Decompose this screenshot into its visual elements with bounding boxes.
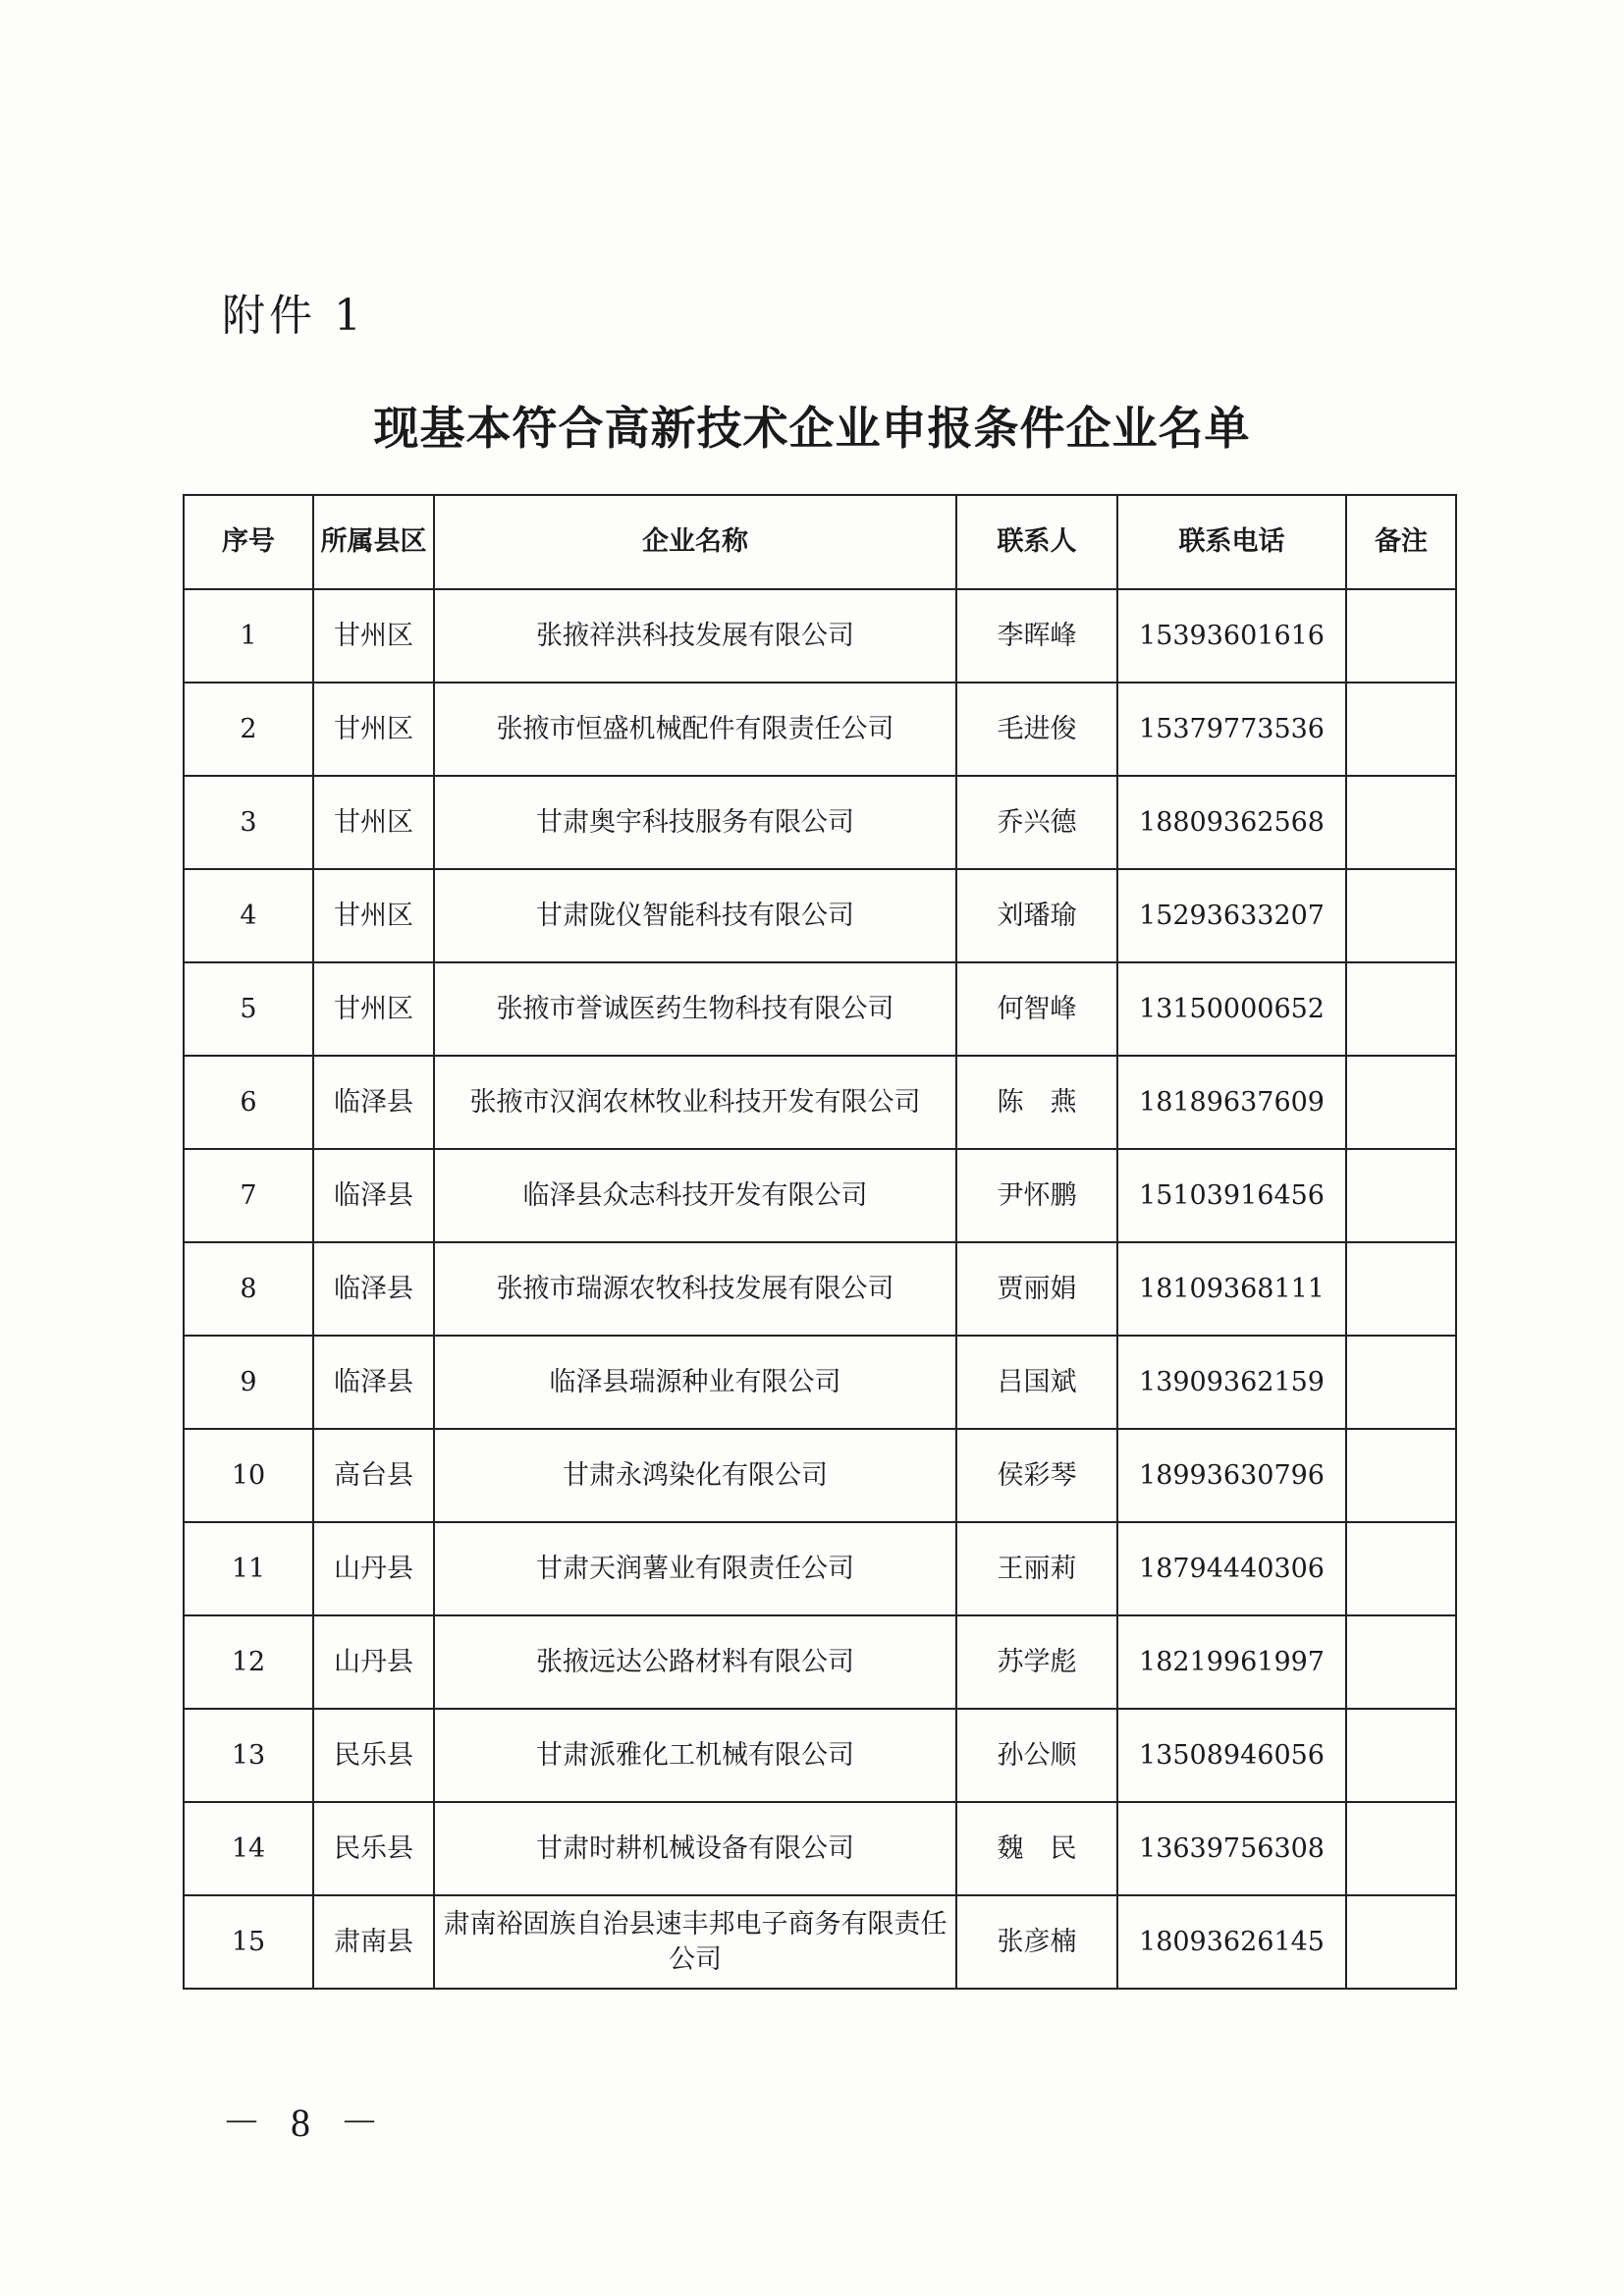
cell-serial: 14 (184, 1802, 313, 1895)
cell-contact: 张彦楠 (956, 1895, 1117, 1989)
cell-contact: 陈 燕 (956, 1056, 1117, 1149)
cell-company: 临泽县瑞源种业有限公司 (434, 1336, 956, 1429)
cell-serial: 7 (184, 1149, 313, 1242)
cell-phone: 18093626145 (1117, 1895, 1346, 1989)
cell-contact: 乔兴德 (956, 776, 1117, 869)
cell-company: 甘肃永鸿染化有限公司 (434, 1429, 956, 1522)
cell-contact: 苏学彪 (956, 1615, 1117, 1709)
cell-district: 肃南县 (313, 1895, 434, 1989)
cell-company: 甘肃陇仪智能科技有限公司 (434, 869, 956, 962)
cell-contact: 贾丽娟 (956, 1242, 1117, 1336)
cell-note (1346, 1242, 1456, 1336)
cell-serial: 10 (184, 1429, 313, 1522)
cell-contact: 何智峰 (956, 962, 1117, 1056)
cell-district: 甘州区 (313, 683, 434, 776)
cell-contact: 尹怀鹏 (956, 1149, 1117, 1242)
cell-phone: 18809362568 (1117, 776, 1346, 869)
cell-note (1346, 1149, 1456, 1242)
cell-company: 张掖远达公路材料有限公司 (434, 1615, 956, 1709)
cell-contact: 李晖峰 (956, 589, 1117, 683)
cell-phone: 15393601616 (1117, 589, 1346, 683)
table-row (184, 589, 1456, 683)
cell-district: 临泽县 (313, 1242, 434, 1336)
cell-contact: 侯彩琴 (956, 1429, 1117, 1522)
cell-phone: 18993630796 (1117, 1429, 1346, 1522)
cell-phone: 13639756308 (1117, 1802, 1346, 1895)
cell-company: 张掖市瑞源农牧科技发展有限公司 (434, 1242, 956, 1336)
cell-phone: 13909362159 (1117, 1336, 1346, 1429)
cell-note (1346, 1895, 1456, 1989)
header-note: 备注 (1346, 495, 1456, 589)
cell-note (1346, 1709, 1456, 1802)
cell-company: 张掖祥洪科技发展有限公司 (434, 589, 956, 683)
header-company: 企业名称 (434, 495, 956, 589)
cell-company: 甘肃派雅化工机械有限公司 (434, 1709, 956, 1802)
cell-phone: 18219961997 (1117, 1615, 1346, 1709)
cell-phone: 15103916456 (1117, 1149, 1346, 1242)
page-title: 现基本符合高新技术企业申报条件企业名单 (373, 402, 1251, 455)
cell-district: 临泽县 (313, 1056, 434, 1149)
table-row (184, 1615, 1456, 1709)
cell-note (1346, 683, 1456, 776)
cell-serial: 13 (184, 1709, 313, 1802)
cell-company: 临泽县众志科技开发有限公司 (434, 1149, 956, 1242)
cell-note (1346, 1802, 1456, 1895)
cell-serial: 2 (184, 683, 313, 776)
cell-district: 甘州区 (313, 869, 434, 962)
cell-company: 张掖市汉润农林牧业科技开发有限公司 (434, 1056, 956, 1149)
enterprise-table (183, 494, 1457, 1990)
table-row (184, 1802, 1456, 1895)
cell-contact: 刘璠瑜 (956, 869, 1117, 962)
cell-district: 甘州区 (313, 962, 434, 1056)
cell-note (1346, 589, 1456, 683)
table-row (184, 1429, 1456, 1522)
table-row (184, 1056, 1456, 1149)
cell-serial: 12 (184, 1615, 313, 1709)
cell-phone: 18189637609 (1117, 1056, 1346, 1149)
table-row (184, 776, 1456, 869)
table-row (184, 869, 1456, 962)
cell-serial: 9 (184, 1336, 313, 1429)
table-row (184, 962, 1456, 1056)
cell-serial: 8 (184, 1242, 313, 1336)
cell-phone: 15293633207 (1117, 869, 1346, 962)
cell-company: 甘肃时耕机械设备有限公司 (434, 1802, 956, 1895)
cell-serial: 4 (184, 869, 313, 962)
table-row (184, 1522, 1456, 1615)
cell-serial: 6 (184, 1056, 313, 1149)
cell-contact: 孙公顺 (956, 1709, 1117, 1802)
table-row (184, 1149, 1456, 1242)
header-phone: 联系电话 (1117, 495, 1346, 589)
cell-contact: 毛进俊 (956, 683, 1117, 776)
cell-serial: 15 (184, 1895, 313, 1989)
table-row (184, 1242, 1456, 1336)
cell-serial: 5 (184, 962, 313, 1056)
cell-serial: 1 (184, 589, 313, 683)
cell-note (1346, 1336, 1456, 1429)
header-serial: 序号 (184, 495, 313, 589)
cell-district: 临泽县 (313, 1149, 434, 1242)
cell-note (1346, 869, 1456, 962)
table-row (184, 1709, 1456, 1802)
cell-note (1346, 1429, 1456, 1522)
cell-note (1346, 1615, 1456, 1709)
cell-district: 临泽县 (313, 1336, 434, 1429)
cell-company: 肃南裕固族自治县速丰邦电子商务有限责任公司 (434, 1895, 956, 1989)
cell-district: 民乐县 (313, 1802, 434, 1895)
cell-company: 甘肃奥宇科技服务有限公司 (434, 776, 956, 869)
attachment-label: 附件 1 (222, 291, 365, 341)
table-header-row (184, 495, 1456, 589)
cell-note (1346, 962, 1456, 1056)
cell-note (1346, 1522, 1456, 1615)
cell-company: 张掖市誉诚医药生物科技有限公司 (434, 962, 956, 1056)
cell-district: 甘州区 (313, 589, 434, 683)
table-row (184, 1336, 1456, 1429)
cell-district: 山丹县 (313, 1615, 434, 1709)
cell-contact: 吕国斌 (956, 1336, 1117, 1429)
table-row (184, 1895, 1456, 1989)
cell-district: 高台县 (313, 1429, 434, 1522)
cell-contact: 魏 民 (956, 1802, 1117, 1895)
cell-district: 甘州区 (313, 776, 434, 869)
cell-district: 民乐县 (313, 1709, 434, 1802)
page-number: － 8 － (222, 2101, 389, 2145)
cell-phone: 13150000652 (1117, 962, 1346, 1056)
cell-note (1346, 1056, 1456, 1149)
cell-phone: 18109368111 (1117, 1242, 1346, 1336)
cell-note (1346, 776, 1456, 869)
cell-company: 张掖市恒盛机械配件有限责任公司 (434, 683, 956, 776)
header-district: 所属县区 (313, 495, 434, 589)
cell-district: 山丹县 (313, 1522, 434, 1615)
table-row (184, 683, 1456, 776)
cell-contact: 王丽莉 (956, 1522, 1117, 1615)
cell-serial: 3 (184, 776, 313, 869)
cell-phone: 13508946056 (1117, 1709, 1346, 1802)
cell-phone: 15379773536 (1117, 683, 1346, 776)
cell-phone: 18794440306 (1117, 1522, 1346, 1615)
header-contact: 联系人 (956, 495, 1117, 589)
cell-serial: 11 (184, 1522, 313, 1615)
cell-company: 甘肃天润薯业有限责任公司 (434, 1522, 956, 1615)
